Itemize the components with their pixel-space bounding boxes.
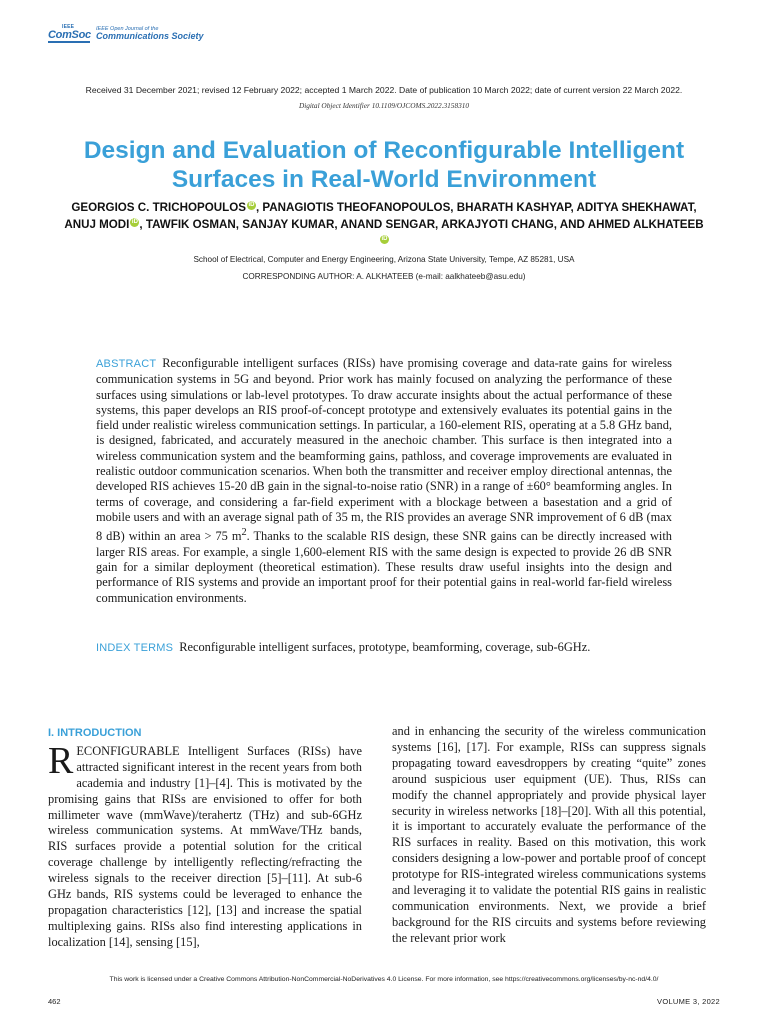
abstract-label: ABSTRACT [96,358,157,370]
doi: Digital Object Identifier 10.1109/OJCOMS.2022.3158310 [298,101,470,110]
abstract-text-2: . Thanks to the scalable RIS design, these SNR gains can be directly increased with larger RIS areas. For example, a single 1,600-element RIS with the same design is expected to provide 26 dB SNR gain for a similar deployment (theoretical estimation). These results draw useful insights into the design and performance of RIS systems and provide an important proof for their potential gains in real-world far-field wireless communication environments. [96,529,672,605]
journal-title [96,27,204,42]
intro-left-column [48,726,362,951]
journal-header [48,22,204,46]
license-notice: This work is licensed under a Creative Commons Attribution-NonCommercial-NoDerivatives 4.0 License. For more information, see https://creativecommons.org/licenses/by-nc-nd/4.0/ [109,976,659,983]
logo-ieee-text: IEEE [62,24,75,30]
paper-title: Design and Evaluation of Reconfigurable Intelligent Surfaces in Real-World Environment [83,137,685,193]
index-terms-label: INDEX TERMS [96,642,174,654]
logo-comsoc-text: ComSoc [48,29,91,41]
volume-info: VOLUME 3, 2022 [657,997,720,1006]
intro-right-column [392,724,706,947]
drop-cap: R [48,739,74,782]
section-heading: I. INTRODUCTION [48,727,142,739]
journal-small-text: IEEE Open Journal of the [96,25,159,32]
intro-left-text: ECONFIGURABLE Intelligent Surfaces (RISs) have attracted significant interest in the recent years from both academia and industry [1]–[4]. This is motivated by the promising gains that RISs are envisioned to offer for both millimeter wave (mmWave)/terahertz (THz) and sub-6GHz wireless communication systems. At mmWave/THz bands, RIS surfaces provide a potential solution for the critical coverage challenge by intelligently reflecting/refracting the wireless signals to the receiver direction [5]–[11]. At sub-6 GHz bands, RIS systems could be leveraged to enhance the propagation characteristics [12], [13] and increase the spatial multiplexing gains. RISs also find interesting applications in localization [14], sensing [15], [48,743,362,949]
author-2: , PANAGIOTIS THEOFANOPOULOS, BHARATH KASHYAP, ADITYA SHEKHAWAT, ANUJ MODI [64,201,697,231]
page-number: 462 [48,997,61,1006]
author-3: , TAWFIK OSMAN, SANJAY KUMAR, ANAND SENGAR, ARKAJYOTI CHANG, AND AHMED ALKHATEEB [139,218,704,231]
abstract-superscript: 2 [241,527,247,539]
received-dates: Received 31 December 2021; revised 12 February 2022; accepted 1 March 2022. Date of publication 10 March 2022; date of current version 22 March 2022. [85,85,683,95]
corresponding-author: CORRESPONDING AUTHOR: A. ALKHATEEB (e-mail: aalkhateeb@asu.edu) [242,272,526,281]
orcid-icon[interactable]: iD [131,219,138,226]
index-terms [96,640,672,656]
abstract [96,356,672,606]
intro-right-text: and in enhancing the security of the wireless communication systems [16], [17]. For example, RISs can suppress signals propagating toward eavesdroppers by creating “quite” zones around suspicious user equipment (UE). Thus, RISs can modify the channel appropriately and provide physical layer security in wireless networks [18]–[20]. With all this potential, it is important to accurately evaluate the performance of the RIS surfaces in reality. Based on this motivation, this work considers designing a low-power and portable proof of concept prototype for RIS-integrated wireless communications systems and leveraging it to validate the potential RIS gains in realistic communication environments. Next, we provide a brief background for the RIS circuits and systems before reviewing the relevant prior work [392,724,706,945]
journal-name-text: Communications Society [96,31,204,42]
index-terms-text: Reconfigurable intelligent surfaces, prototype, beamforming, coverage, sub-6GHz. [179,640,591,654]
affiliation: School of Electrical, Computer and Energy Engineering, Arizona State University, Tempe, AZ 85281, USA [193,255,575,264]
logo-bar [48,41,90,43]
comsoc-logo [48,24,92,44]
author-list [60,199,708,250]
orcid-icon[interactable]: iD [381,236,388,243]
author-1: GEORGIOS C. TRICHOPOULOS [71,201,246,214]
orcid-icon[interactable]: iD [248,202,255,209]
abstract-text-1: Reconfigurable intelligent surfaces (RISs) have promising coverage and data-rate gains for wireless communication systems in 5G and beyond. Prior work has mainly focused on analyzing the performance of these surfaces using simulations or lab-level prototypes. To draw accurate insights about the actual performance of these systems, this paper develops an RIS proof-of-concept prototype and extensively evaluates its potential gains in the field under realistic wireless communication settings. In particular, a 160-element RIS, operating at a 5.8 GHz band, is designed, fabricated, and accurately measured in the anechoic chamber. This surface is then integrated into a wireless communication system and the beamforming gains, pathloss, and coverage improvements are evaluated in realistic outdoor communication scenarios. When both the transmitter and receiver employ directional antennas, the developed RIS achieves 15-20 dB gain in the signal-to-noise ratio (SNR) in a range of ±60° beamforming angles. In terms of coverage, and considering a far-field experiment with a blockage between a basestation and a grid of mobile users and with an average signal path of 35 m, the RIS provides an average SNR improvement of 6 dB (max 8 dB) within an area > 75 m [96,356,672,544]
